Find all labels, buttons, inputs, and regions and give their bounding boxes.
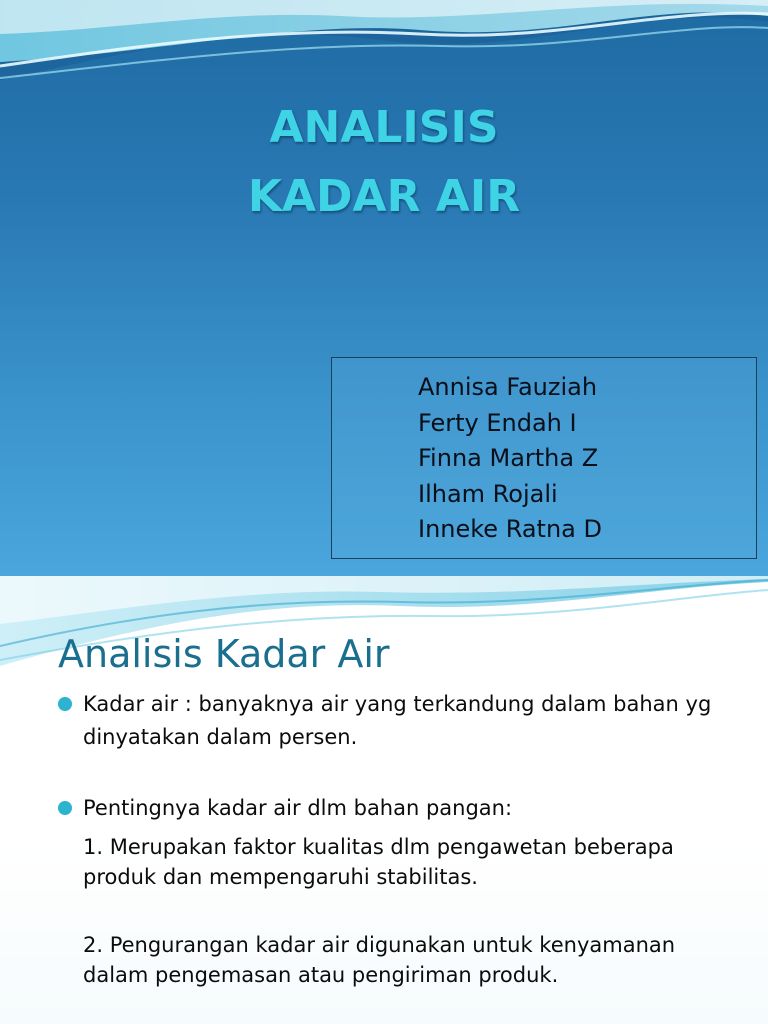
slide-title-line-2: KADAR AIR [247, 171, 521, 222]
bullet-text: Pentingnya kadar air dlm bahan pangan: [83, 796, 513, 820]
author-name: Annisa Fauziah [418, 373, 598, 401]
slide-title-line-1: ANALISIS [269, 102, 499, 153]
bullet-item [58, 792, 738, 825]
content-slide [0, 576, 768, 1024]
authors-list [418, 370, 602, 548]
bullet-text: Kadar air : banyaknya air yang terkandung dalam bahan yg dinyatakan dalam persen. [83, 692, 712, 749]
wave-decoration [0, 0, 768, 110]
author-name: Finna Martha Z [418, 444, 599, 472]
sub-item: 2. Pengurangan kadar air digunakan untuk kenyamanan dalam pengemasan atau pengiriman produk. [83, 933, 676, 987]
authors-box [331, 357, 757, 559]
author-name: Ilham Rojali [418, 479, 558, 508]
bullet-dot-icon [58, 697, 72, 711]
author-name: Ferty Endah I [418, 408, 577, 437]
sub-item: 1. Merupakan faktor kualitas dlm pengawetan beberapa produk dan mempengaruhi stabilitas. [83, 835, 674, 889]
slide-heading: Analisis Kadar Air [58, 632, 390, 676]
bullet-item [58, 688, 738, 754]
author-name: Inneke Ratna D [418, 515, 602, 543]
bullet-dot-icon [58, 801, 72, 815]
